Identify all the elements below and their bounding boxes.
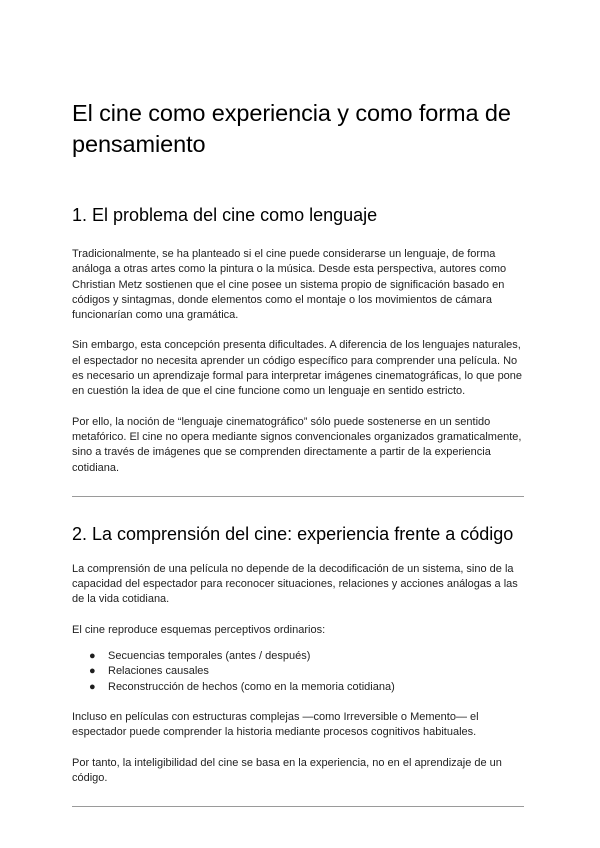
- section-2-paragraph-after-list: Incluso en películas con estructuras complejas —como Irreversible o Memento— el espectador puede comprender la historia mediante procesos cognitivos habituales.: [72, 710, 479, 739]
- bullet-icon: ●: [89, 680, 96, 693]
- section-2-heading: 2. La comprensión del cine: experiencia frente a código: [72, 523, 514, 544]
- section-divider-1: [72, 496, 524, 497]
- list-item: ● Relaciones causales: [72, 664, 524, 679]
- section-1-paragraph-2: Sin embargo, esta concepción presenta dificultades. A diferencia de los lenguajes naturales, el espectador no necesita aprender un código específico para comprender una película. No es necesario un aprendizaje formal para interpretar imágenes cinematográficas, lo que pone en cuestión la idea de que el cine funcione como un lenguaje en sentido estricto.: [72, 339, 523, 398]
- section-1-heading: 1. El problema del cine como lenguaje: [72, 205, 378, 225]
- section-1-paragraph-1: Tradicionalmente, se ha planteado si el cine puede considerarse un lenguaje, de forma análoga a otras artes como la pintura o la música. Desde esta perspectiva, autores como Christian Metz sostienen que el cine posee un sistema propio de significación basado en códigos y sintagmas, donde elementos como el montaje o los movimientos de cámara funcionarían como una gramática.: [72, 248, 507, 322]
- bullet-icon: ●: [89, 650, 96, 663]
- list-item: ● Secuencias temporales (antes / después): [72, 649, 524, 664]
- bullet-icon: ●: [89, 665, 96, 678]
- perceptual-schemes-list: [72, 649, 524, 695]
- list-item: ● Reconstrucción de hechos (como en la memoria cotidiana): [72, 680, 524, 695]
- section-2-list-intro: El cine reproduce esquemas perceptivos ordinarios:: [72, 623, 326, 636]
- section-2-intro: La comprensión de una película no depende de la decodificación de un sistema, sino de la capacidad del espectador para reconocer situaciones, relaciones y acciones análogas a las de la vida cotidiana.: [72, 562, 518, 606]
- section-1-paragraph-3: Por ello, la noción de “lenguaje cinematográfico” sólo puede sostenerse en un sentido metafórico. El cine no opera mediante signos convencionales organizados gramaticalmente, sino a través de imágenes que se comprenden directamente a partir de la experiencia cotidiana.: [72, 415, 522, 474]
- page-title: El cine como experiencia y como forma de pensamiento: [72, 100, 511, 157]
- section-divider-2: [72, 806, 524, 807]
- section-2-conclusion: Por tanto, la inteligibilidad del cine se basa en la experiencia, no en el aprendizaje de un código.: [72, 756, 502, 784]
